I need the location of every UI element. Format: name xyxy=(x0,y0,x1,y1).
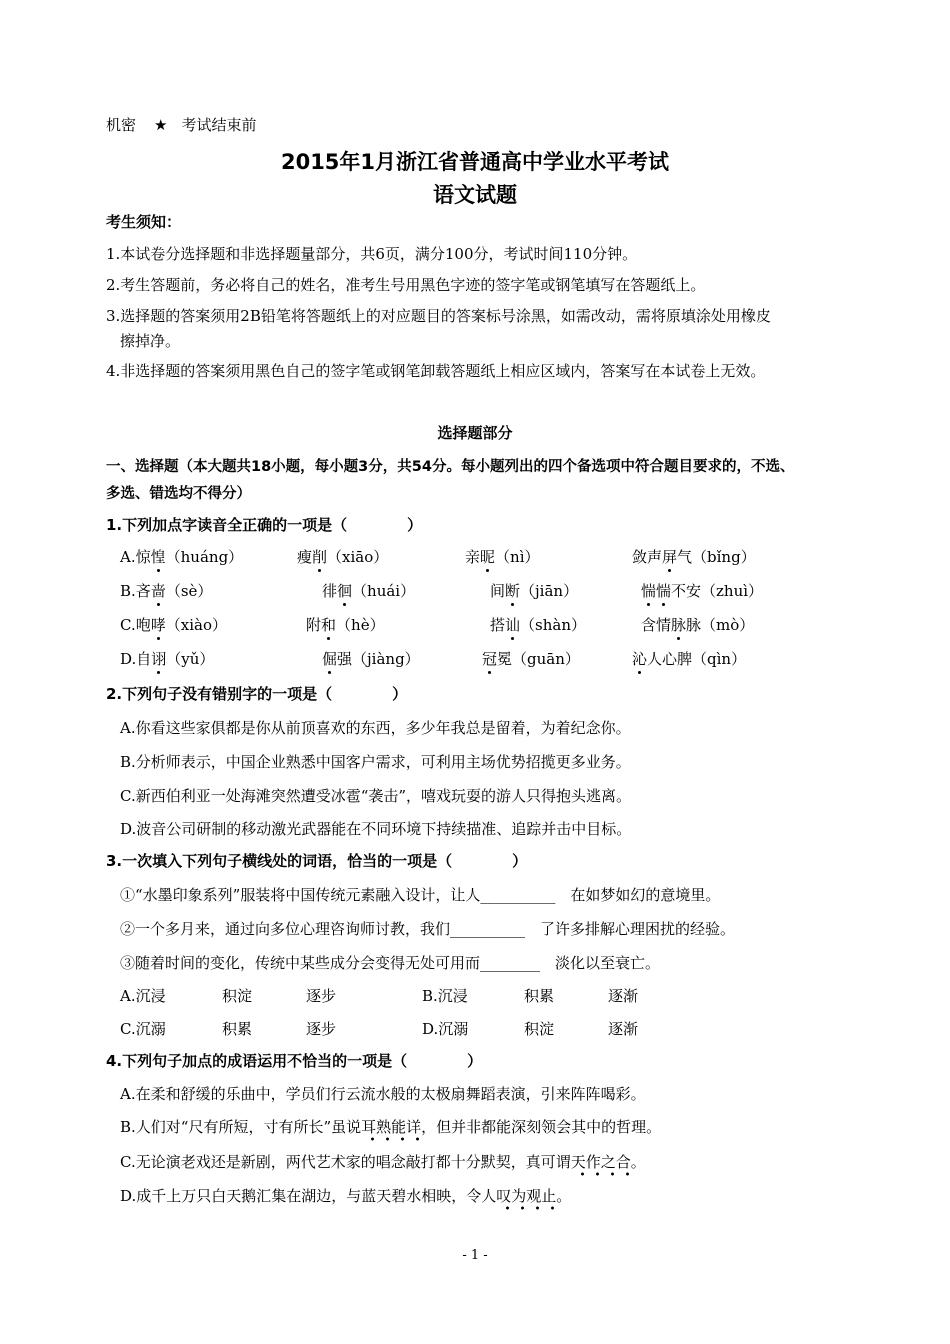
q4-option-a: A.在柔和舒缓的乐曲中，学员们行云流水般的太极扇舞蹈表演，引来阵阵喝彩。 xyxy=(120,1085,646,1103)
section-title: 选择题部分 xyxy=(437,424,513,442)
q3-option-c: C.沉溺 xyxy=(120,1020,166,1038)
q3-option-b-word: 积累 xyxy=(524,987,555,1005)
q3-option-c-word: 逐步 xyxy=(306,1020,337,1038)
notice-item: 3.选择题的答案须用2B铅笔将答题纸上的对应题目的答案标号涂黑，如需改动，需将原填涂处用橡皮 xyxy=(106,307,771,325)
emphasis-char: 沁 xyxy=(632,650,648,668)
emphasis-char: 讪 xyxy=(505,616,521,634)
emphasized-idiom: 行云流水 xyxy=(330,1085,391,1103)
q1-option-c-2: 附和（hè） xyxy=(306,616,385,634)
q2-option: C.新西伯利亚一处海滩突然遭受冰雹“袭击”，嘻戏玩耍的游人只得抱头逃离。 xyxy=(120,787,632,805)
q2-option: B.分析师表示，中国企业熟悉中国客户需求，可利用主场优势招揽更多业务。 xyxy=(120,753,631,771)
notice-item: 2.考生答题前，务必将自己的姓名，准考生号用黑色字迹的签字笔或钢笔填写在答题纸上。 xyxy=(106,276,706,294)
q1-option-a-4: 敛声屏气（bǐng） xyxy=(632,548,756,566)
q3-option-b-word: 逐渐 xyxy=(608,987,639,1005)
q1-option-c-1: C.咆哮（xiào） xyxy=(120,616,227,634)
q1-option-c-4: 含情脉脉（mò） xyxy=(641,616,755,634)
q1-option-a-3: 亲昵（nì） xyxy=(465,548,540,566)
emphasis-char: 屏 xyxy=(662,548,678,566)
q1-option-b-4: 惴惴不安（zhuì） xyxy=(641,582,764,600)
emphasis-char: 和 xyxy=(321,616,337,634)
emphasis-char: 诩 xyxy=(151,650,167,668)
question-3-stem: 3.一次填入下列句子横线处的词语，恰当的一项是（ ） xyxy=(106,852,528,870)
q1-option-c-3: 搭讪（shàn） xyxy=(490,616,586,634)
question-4-stem: 4.下列句子加点的成语运用不恰当的一项是（ ） xyxy=(106,1052,483,1070)
q1-option-a-2: 瘦削（xiāo） xyxy=(297,548,389,566)
page-number: - 1 - xyxy=(462,1248,488,1263)
q2-option: A.你看这些家俱都是你从前顶喜欢的东西，多少年我总是留着，为着纪念你。 xyxy=(120,719,631,737)
q3-sentence: ③随着时间的变化，传统中某些成分会变得无处可用而________ 淡化以至衰亡。 xyxy=(120,954,661,972)
emphasis-char: 哮 xyxy=(150,616,166,634)
emphasis-char: 断 xyxy=(505,582,521,600)
q4-option-b: B.人们对“尺有所短，寸有所长”虽说耳熟能详，但并非都能深刻领会其中的哲理。 xyxy=(120,1116,661,1137)
notice-heading: 考生须知： xyxy=(106,213,182,231)
section-intro-continued: 多选、错选均不得分） xyxy=(106,486,251,502)
confidential-period: 考试结束前 xyxy=(181,116,257,134)
confidential-label: 机密 xyxy=(106,116,137,134)
notice-item: 1.本试卷分选择题和非选择题量部分，共6页，满分100分，考试时间110分钟。 xyxy=(106,245,638,263)
emphasized-idiom: 天作之合 xyxy=(571,1153,631,1177)
q3-option-b: B.沉浸 xyxy=(422,987,468,1005)
q1-option-b-1: B.吝啬（sè） xyxy=(120,582,213,600)
q2-option: D.波音公司研制的移动激光武器能在不同环境下持续描准、追踪并击中目标。 xyxy=(120,820,632,838)
emphasis-char: 倔 xyxy=(322,650,338,668)
q1-option-b-3: 间断（jiān） xyxy=(490,582,579,600)
emphasis-char: 脉 xyxy=(671,616,687,634)
q1-option-d-3: 冠冕（guān） xyxy=(482,650,580,668)
q1-option-d-2: 倔强（jiàng） xyxy=(322,650,420,668)
star-icon: ★ xyxy=(154,116,168,134)
q3-option-d-word: 逐渐 xyxy=(608,1020,639,1038)
emphasis-char: 削 xyxy=(312,548,328,566)
emphasis-char: 惶 xyxy=(150,548,166,566)
q3-option-c-word: 积累 xyxy=(222,1020,253,1038)
q4-option-d: D.成千上万只白天鹅汇集在湖边，与蓝天碧水相映，令人叹为观止。 xyxy=(120,1185,571,1206)
question-1-stem: 1.下列加点字读音全正确的一项是（ ） xyxy=(106,516,423,534)
confidential-line xyxy=(106,114,256,135)
q1-option-d-1: D.自诩（yǔ） xyxy=(120,650,215,668)
q3-sentence: ②一个多月来，通过向多位心理咨询师讨教，我们__________ 了许多排解心理困扰的经验。 xyxy=(120,920,736,938)
emphasis-char: 徊 xyxy=(337,582,353,600)
emphasized-idiom: 叹为观止 xyxy=(496,1187,556,1211)
emphasis-char: 昵 xyxy=(480,548,496,566)
emphasized-idiom: 耳熟能详 xyxy=(361,1118,421,1142)
notice-item: 4.非选择题的答案须用黑色自己的签字笔或钢笔卸载答题纸上相应区域内，答案写在本试卷上无效。 xyxy=(106,362,766,380)
q1-option-b-2: 徘徊（huái） xyxy=(322,582,416,600)
section-intro: 一、选择题（本大题共18小题，每小题3分，共54分。每小题列出的四个备选项中符合题目要求的，不选、 xyxy=(106,459,795,475)
notice-item-continued: 擦掉净。 xyxy=(120,332,181,350)
q3-option-a-word: 逐步 xyxy=(306,987,337,1005)
q3-option-d: D.沉溺 xyxy=(422,1020,469,1038)
exam-subtitle: 语文试题 xyxy=(433,183,517,207)
q3-sentence: ①“水墨印象系列”服装将中国传统元素融入设计，让人__________ 在如梦如幻的意境里。 xyxy=(120,886,721,904)
emphasis-char: 惴 xyxy=(656,582,672,600)
emphasis-char: 惴 xyxy=(641,582,657,600)
q3-option-a: A.沉浸 xyxy=(120,987,166,1005)
emphasis-char: 冠 xyxy=(482,650,498,668)
q3-option-a-word: 积淀 xyxy=(222,987,253,1005)
emphasis-char: 啬 xyxy=(150,582,166,600)
q3-option-d-word: 积淀 xyxy=(524,1020,555,1038)
exam-title: 2015年1月浙江省普通高中学业水平考试 xyxy=(280,150,670,174)
q1-option-a-1: A.惊惶（huáng） xyxy=(120,548,244,566)
question-2-stem: 2.下列句子没有错别字的一项是（ ） xyxy=(106,685,408,703)
q1-option-d-4: 沁人心脾（qìn） xyxy=(632,650,747,668)
q4-option-c: C.无论演老戏还是新剧，两代艺术家的唱念敲打都十分默契，真可谓天作之合。 xyxy=(120,1151,646,1172)
